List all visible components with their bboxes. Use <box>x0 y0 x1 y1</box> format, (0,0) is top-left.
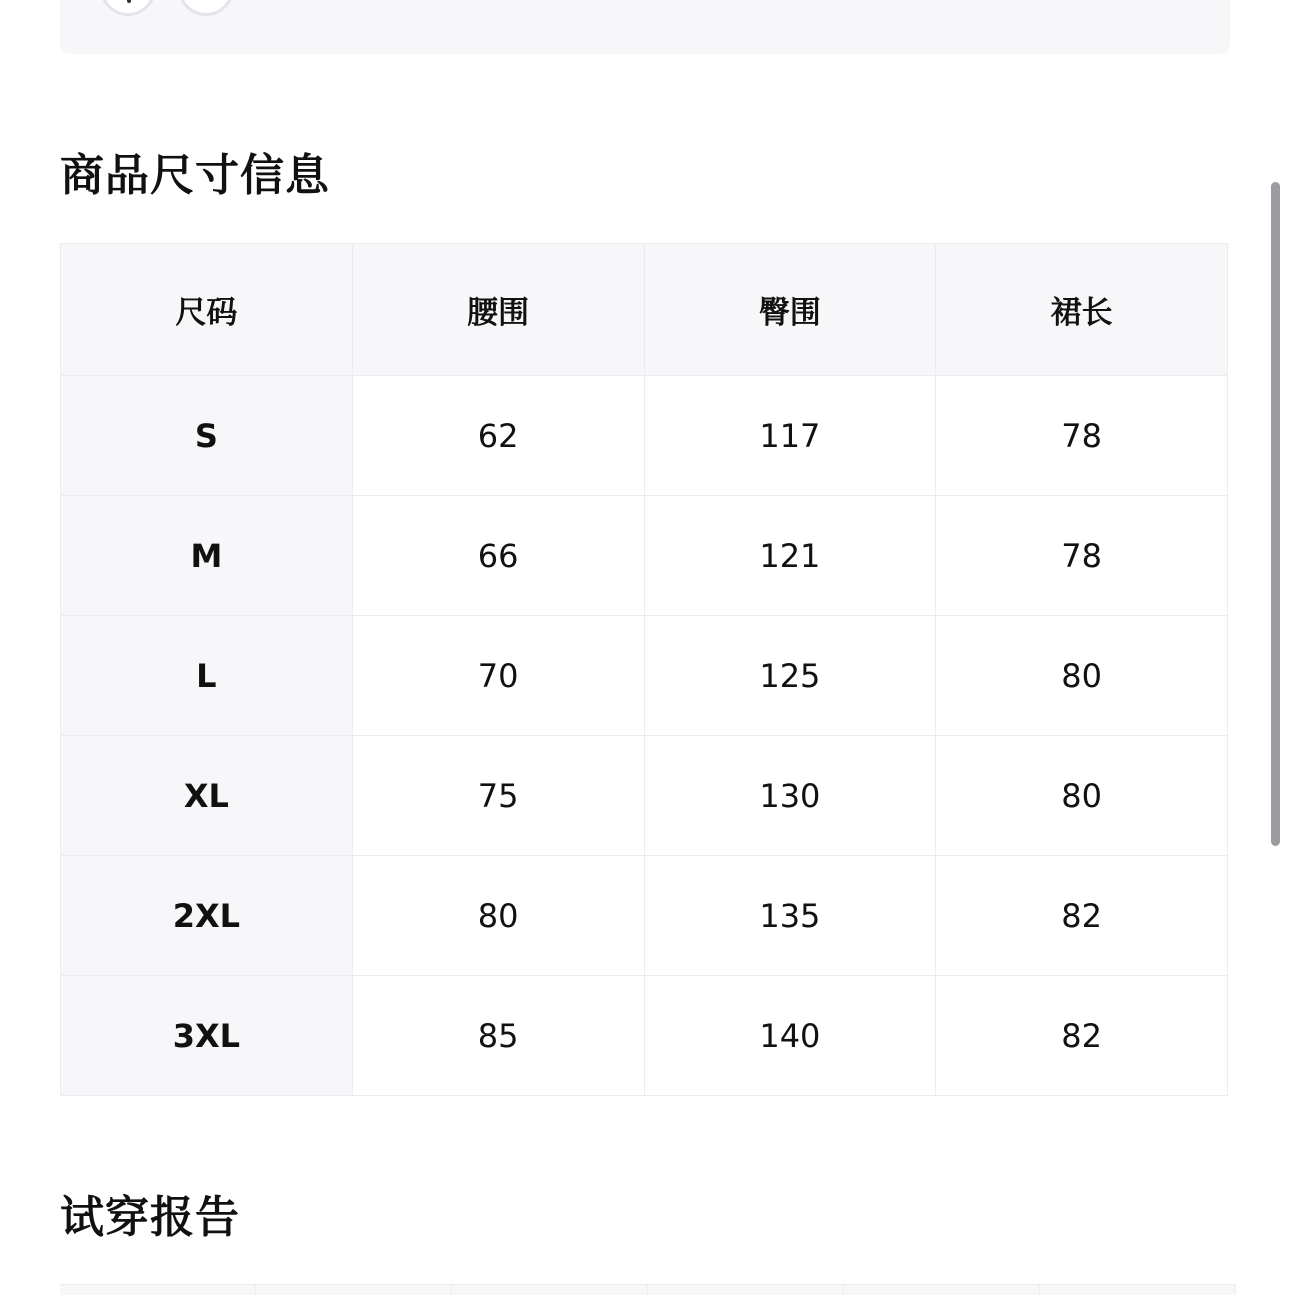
hip-cell: 125 <box>644 616 936 736</box>
size-cell: 2XL <box>61 856 353 976</box>
length-cell: 82 <box>936 856 1228 976</box>
waist-cell: 75 <box>352 736 644 856</box>
waist-cell: 62 <box>352 376 644 496</box>
length-cell: 82 <box>936 976 1228 1096</box>
size-cell: 3XL <box>61 976 353 1096</box>
avatar-circle[interactable] <box>178 0 234 16</box>
tryon-table-col <box>1040 1285 1236 1295</box>
size-cell: M <box>61 496 353 616</box>
waist-cell: 80 <box>352 856 644 976</box>
length-cell: 80 <box>936 736 1228 856</box>
table-row <box>61 976 1228 1096</box>
avatar-mark-icon <box>127 0 131 3</box>
header-waist: 腰围 <box>352 244 644 376</box>
hip-cell: 121 <box>644 496 936 616</box>
size-cell: L <box>61 616 353 736</box>
hip-cell: 135 <box>644 856 936 976</box>
buyer-reference-text <box>265 0 685 2</box>
hip-cell: 117 <box>644 376 936 496</box>
tryon-table-col <box>452 1285 648 1295</box>
length-cell: 78 <box>936 496 1228 616</box>
waist-cell: 70 <box>352 616 644 736</box>
length-cell: 78 <box>936 376 1228 496</box>
tryon-table-header <box>60 1284 1236 1295</box>
buyer-reference-card <box>60 0 1230 54</box>
size-table <box>60 243 1228 1096</box>
waist-cell: 66 <box>352 496 644 616</box>
size-table-header-row <box>61 244 1228 376</box>
avatar-circle[interactable] <box>100 0 156 16</box>
size-info-title: 商品尺寸信息 <box>60 150 330 201</box>
table-row <box>61 496 1228 616</box>
table-row <box>61 376 1228 496</box>
header-hip: 臀围 <box>644 244 936 376</box>
waist-cell: 85 <box>352 976 644 1096</box>
tryon-table-col <box>844 1285 1040 1295</box>
hip-cell: 130 <box>644 736 936 856</box>
size-cell: S <box>61 376 353 496</box>
header-size: 尺码 <box>61 244 353 376</box>
table-row <box>61 616 1228 736</box>
vertical-scrollbar[interactable] <box>1271 182 1280 846</box>
table-row <box>61 736 1228 856</box>
hip-cell: 140 <box>644 976 936 1096</box>
header-skirt-length: 裙长 <box>936 244 1228 376</box>
size-cell: XL <box>61 736 353 856</box>
tryon-report-title: 试穿报告 <box>60 1192 240 1243</box>
table-row <box>61 856 1228 976</box>
length-cell: 80 <box>936 616 1228 736</box>
tryon-table-col <box>648 1285 844 1295</box>
tryon-table-col <box>60 1285 256 1295</box>
tryon-table-col <box>256 1285 452 1295</box>
